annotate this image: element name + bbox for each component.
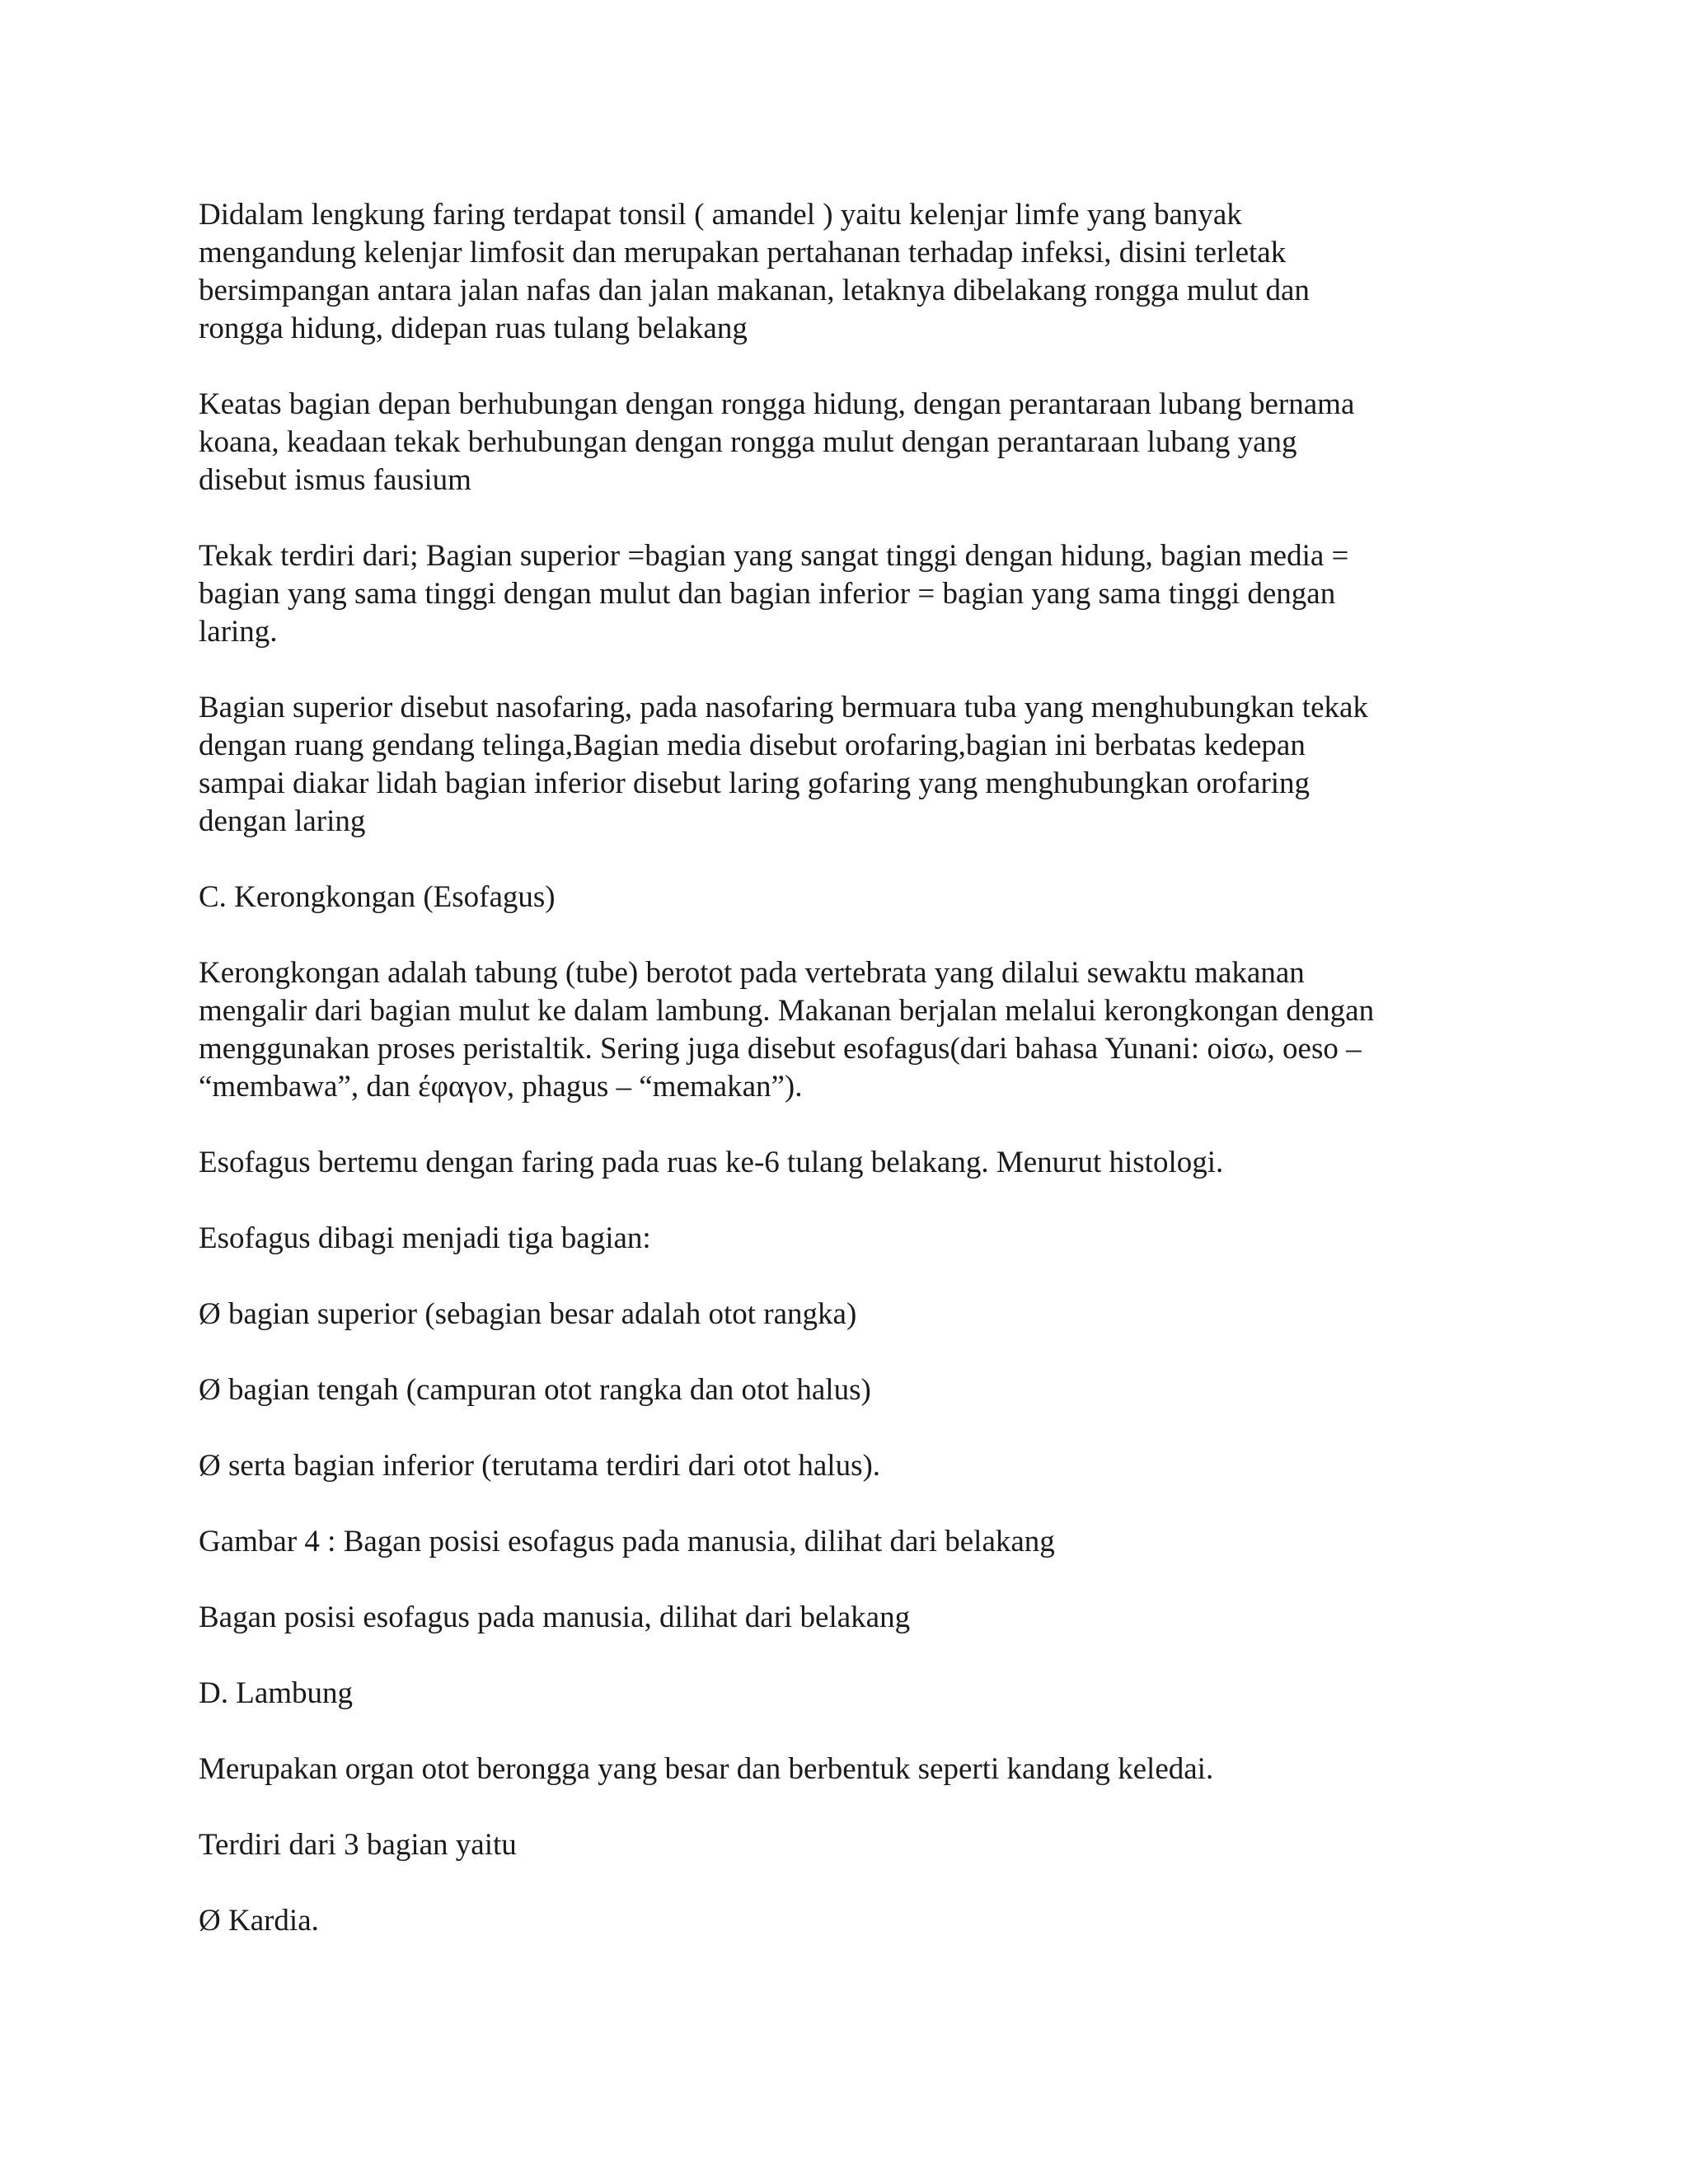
text-line: disebut ismus fausium: [199, 463, 471, 497]
paragraph-esofagus-dibagi: [199, 1220, 1484, 1258]
text-line: Bagan posisi esofagus pada manusia, dilihat dari belakang: [199, 1601, 911, 1634]
text-line: Ø bagian superior (sebagian besar adalah otot rangka): [199, 1297, 857, 1331]
paragraph-tonsil: [199, 196, 1484, 348]
text-line: “membawa”, dan έφαγον, phagus – “memakan”).: [199, 1070, 803, 1104]
list-item-superior: [199, 1296, 1484, 1333]
section-heading-lambung: [199, 1675, 1484, 1713]
text-line: mengandung kelenjar limfosit dan merupakan pertahanan terhadap infeksi, disini terletak: [199, 236, 1287, 269]
document-page: [199, 196, 1484, 1978]
text-line: menggunakan proses peristaltik. Sering juga disebut esofagus(dari bahasa Yunani: οiσω, oeso –: [199, 1032, 1362, 1066]
list-item-kardia: [199, 1902, 1484, 1940]
heading-text: C. Kerongkongan (Esofagus): [199, 880, 556, 914]
paragraph-kerongkongan: [199, 954, 1484, 1106]
text-line: Terdiri dari 3 bagian yaitu: [199, 1828, 517, 1862]
paragraph-nasofaring: [199, 689, 1484, 841]
text-line: dengan laring: [199, 804, 366, 838]
list-item-inferior: [199, 1447, 1484, 1485]
paragraph-tekak: [199, 537, 1484, 651]
paragraph-terdiri: [199, 1826, 1484, 1864]
text-line: Esofagus bertemu dengan faring pada ruas ke-6 tulang belakang. Menurut histologi.: [199, 1146, 1224, 1179]
text-line: laring.: [199, 615, 278, 649]
text-line: Ø Kardia.: [199, 1904, 319, 1938]
text-line: Kerongkongan adalah tabung (tube) berotot pada vertebrata yang dilalui sewaktu makanan: [199, 956, 1305, 990]
paragraph-keatas: [199, 386, 1484, 499]
paragraph-esofagus-faring: [199, 1144, 1484, 1182]
text-line: bersimpangan antara jalan nafas dan jalan makanan, letaknya dibelakang rongga mulut dan: [199, 274, 1310, 307]
text-line: mengalir dari bagian mulut ke dalam lambung. Makanan berjalan melalui kerongkongan dengan: [199, 994, 1375, 1028]
heading-text: D. Lambung: [199, 1676, 354, 1710]
text-line: bagian yang sama tinggi dengan mulut dan bagian inferior = bagian yang sama tinggi dengan: [199, 577, 1336, 611]
text-line: Esofagus dibagi menjadi tiga bagian:: [199, 1221, 651, 1255]
list-item-tengah: [199, 1371, 1484, 1409]
text-line: Keatas bagian depan berhubungan dengan rongga hidung, dengan perantaraan lubang bernama: [199, 387, 1355, 421]
text-line: rongga hidung, didepan ruas tulang belakang: [199, 312, 748, 345]
text-line: dengan ruang gendang telinga,Bagian media disebut orofaring,bagian ini berbatas kedepan: [199, 729, 1306, 762]
section-heading-kerongkongan: [199, 879, 1484, 916]
text-line: koana, keadaan tekak berhubungan dengan rongga mulut dengan perantaraan lubang yang: [199, 425, 1297, 459]
text-line: Tekak terdiri dari; Bagian superior =bagian yang sangat tinggi dengan hidung, bagian media =: [199, 539, 1349, 573]
text-line: Bagian superior disebut nasofaring, pada nasofaring bermuara tuba yang menghubungkan tekak: [199, 691, 1368, 724]
text-line: Gambar 4 : Bagan posisi esofagus pada manusia, dilihat dari belakang: [199, 1525, 1055, 1558]
text-line: Merupakan organ otot berongga yang besar dan berbentuk seperti kandang keledai.: [199, 1752, 1214, 1786]
text-line: sampai diakar lidah bagian inferior disebut laring gofaring yang menghubungkan orofaring: [199, 766, 1311, 800]
text-line: Ø serta bagian inferior (terutama terdiri dari otot halus).: [199, 1449, 881, 1483]
paragraph-bagan: [199, 1599, 1484, 1637]
text-line: Ø bagian tengah (campuran otot rangka dan otot halus): [199, 1373, 871, 1407]
text-line: Didalam lengkung faring terdapat tonsil ( amandel ) yaitu kelenjar limfe yang banyak: [199, 198, 1242, 232]
paragraph-lambung: [199, 1750, 1484, 1788]
figure-caption: [199, 1523, 1484, 1561]
